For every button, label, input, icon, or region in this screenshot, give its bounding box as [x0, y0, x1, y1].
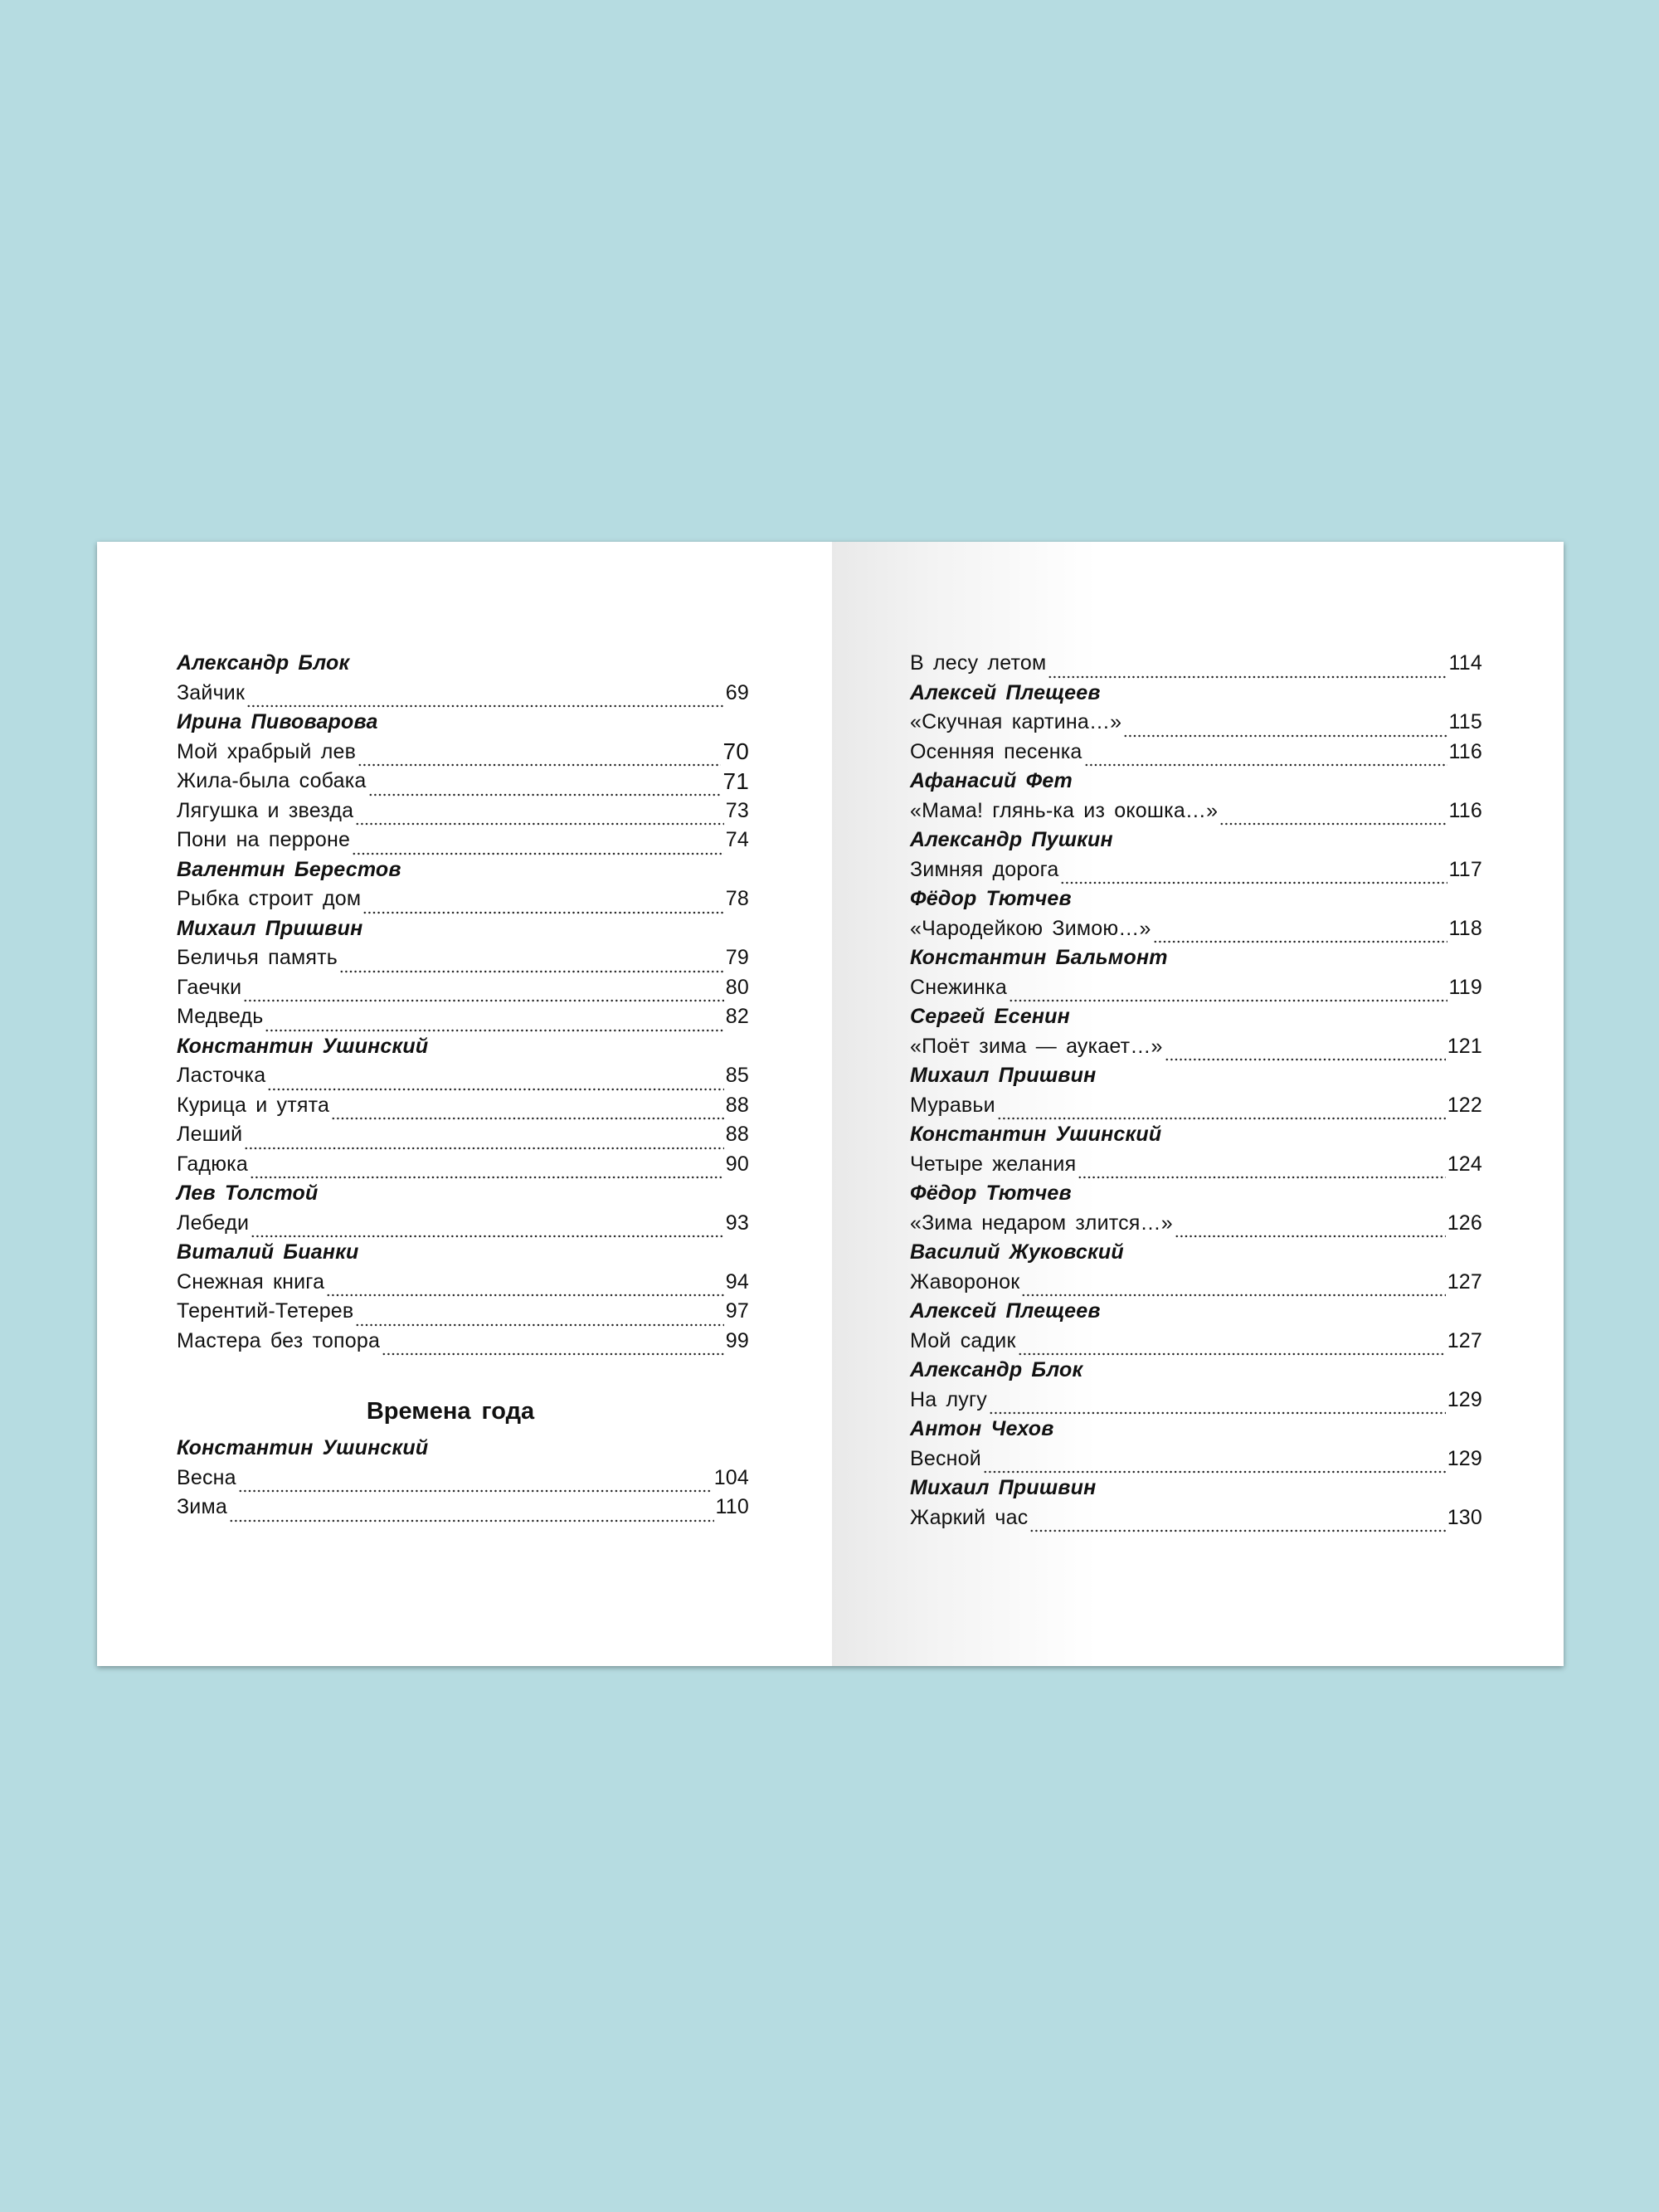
- dot-leader: [246, 698, 724, 708]
- toc-author-name: Алексей Плещеев: [910, 1299, 1101, 1323]
- toc-author-name: Константин Бальмонт: [910, 946, 1168, 970]
- toc-author-name: Василий Жуковский: [910, 1240, 1124, 1264]
- toc-entry: [177, 767, 749, 797]
- toc-entry: [910, 738, 1482, 767]
- right-page: [832, 542, 1564, 1666]
- toc-entry: [177, 1061, 749, 1091]
- toc-author-name: Ирина Пивоварова: [177, 710, 378, 734]
- toc-page-number: 122: [1447, 1093, 1482, 1117]
- dot-leader: [265, 1022, 723, 1032]
- toc-entry: [177, 1493, 749, 1523]
- toc-page-number: 99: [725, 1328, 749, 1352]
- toc-entry-title: Муравьи: [910, 1093, 995, 1117]
- dot-leader: [267, 1081, 723, 1091]
- toc-entry: [177, 884, 749, 914]
- toc-entry: [910, 1327, 1482, 1357]
- toc-entry: [910, 1268, 1482, 1298]
- toc-entry-title: Пони на перроне: [177, 828, 351, 852]
- dot-leader: [1048, 669, 1447, 679]
- dot-leader: [1153, 933, 1447, 943]
- toc-entry-title: Зимняя дорога: [910, 857, 1059, 881]
- toc-author-name: Антон Чехов: [910, 1417, 1054, 1441]
- toc-entry: [177, 1327, 749, 1357]
- dot-leader: [1078, 1169, 1445, 1179]
- toc-entry: [910, 973, 1482, 1003]
- dot-leader: [1029, 1523, 1445, 1532]
- toc-entry-title: Жаркий час: [910, 1505, 1029, 1529]
- toc-entry-title: Терентий-Тетерев: [177, 1299, 354, 1323]
- toc-page-number: 130: [1447, 1505, 1482, 1529]
- toc-author-name: Константин Ушинский: [177, 1436, 429, 1460]
- toc-author-name: Александр Пушкин: [910, 828, 1113, 852]
- toc-entry-title: Снежная книга: [177, 1269, 325, 1294]
- dot-leader: [1084, 757, 1447, 767]
- toc-entry-title: Весна: [177, 1465, 236, 1489]
- toc-entry-title: Рыбка строит дом: [177, 887, 362, 911]
- dot-leader: [243, 992, 724, 1002]
- toc-page-number: 127: [1447, 1328, 1482, 1352]
- dot-leader: [1021, 1287, 1445, 1297]
- toc-author-name: Александр Блок: [910, 1358, 1083, 1382]
- toc-page-number: 116: [1448, 798, 1482, 822]
- toc-entry-title: Мастера без топора: [177, 1328, 381, 1352]
- toc-entry-title: Ласточка: [177, 1064, 266, 1088]
- toc-author-name: Лев Толстой: [177, 1182, 319, 1206]
- dot-leader: [368, 787, 722, 797]
- toc-page-number: 85: [725, 1064, 749, 1088]
- toc-page-number: 69: [725, 680, 749, 704]
- toc-entry-title: Зайчик: [177, 680, 246, 704]
- toc-author-name: Александр Блок: [177, 651, 350, 675]
- toc-entry: [177, 1464, 749, 1493]
- toc-entry-title: Гаечки: [177, 975, 242, 999]
- toc-entry-title: Медведь: [177, 1005, 264, 1029]
- dot-leader: [362, 904, 723, 914]
- toc-page-number: 73: [725, 798, 749, 822]
- toc-page-number: 70: [722, 738, 749, 765]
- toc-page-number: 90: [725, 1152, 749, 1176]
- dot-leader: [355, 816, 723, 826]
- dot-leader: [989, 1405, 1446, 1415]
- toc-entry: [177, 973, 749, 1003]
- toc-page-number: 118: [1448, 916, 1482, 940]
- toc-entry: [910, 1091, 1482, 1121]
- toc-entry-title: Мой садик: [910, 1328, 1016, 1352]
- toc-entry-title: Осенняя песенка: [910, 739, 1082, 763]
- dot-leader: [1018, 1346, 1446, 1356]
- toc-entry: [177, 1120, 749, 1150]
- toc-entry: [910, 1150, 1482, 1180]
- toc-page-number: 126: [1447, 1211, 1482, 1235]
- toc-entry-title: «Чародейкою Зимою…»: [910, 916, 1151, 940]
- toc-page-number: 78: [725, 887, 749, 911]
- toc-entry-title: Лягушка и звезда: [177, 798, 354, 822]
- dot-leader: [355, 1317, 723, 1327]
- toc-author-name: Фёдор Тютчев: [910, 1182, 1072, 1206]
- toc-entry: [177, 1150, 749, 1180]
- toc-page-number: 115: [1448, 710, 1482, 734]
- toc-page-number: 121: [1447, 1034, 1482, 1058]
- toc-entry: [910, 649, 1482, 679]
- toc-page-number: 88: [725, 1123, 749, 1147]
- toc-page-number: 117: [1448, 857, 1482, 881]
- toc-page-number: 129: [1447, 1387, 1482, 1411]
- toc-page-number: 124: [1447, 1152, 1482, 1176]
- toc-entry: [910, 1386, 1482, 1415]
- toc-entry-title: Весной: [910, 1446, 981, 1470]
- toc-page-number: 71: [722, 767, 749, 794]
- toc-page-number: 97: [725, 1299, 749, 1323]
- toc-entry-title: В лесу летом: [910, 651, 1047, 675]
- toc-author-name: Алексей Плещеев: [910, 680, 1101, 704]
- toc-entry: [177, 1002, 749, 1032]
- toc-section-heading: Времена года: [366, 1398, 535, 1425]
- dot-leader: [1165, 1051, 1446, 1061]
- toc-entry-title: Гадюка: [177, 1152, 248, 1176]
- toc-entry-title: «Мама! глянь-ка из окошка…»: [910, 798, 1219, 822]
- dot-leader: [1009, 992, 1447, 1002]
- toc-author-name: Константин Ушинский: [910, 1123, 1162, 1147]
- dot-leader: [238, 1483, 713, 1493]
- toc-entry: [177, 738, 749, 767]
- toc-author-name: Михаил Пришвин: [177, 916, 363, 940]
- toc-page-number: 116: [1448, 739, 1482, 763]
- toc-entry: [177, 1209, 749, 1239]
- dot-leader: [1175, 1228, 1446, 1238]
- toc-entry: [910, 1445, 1482, 1474]
- toc-entry: [910, 1503, 1482, 1533]
- toc-entry: [910, 1209, 1482, 1239]
- toc-page-number: 79: [725, 946, 749, 970]
- toc-entry-title: Леший: [177, 1123, 243, 1147]
- toc-page-number: 82: [725, 1005, 749, 1029]
- dot-leader: [244, 1140, 723, 1150]
- dot-leader: [331, 1110, 724, 1120]
- dot-leader: [382, 1346, 724, 1356]
- toc-entry-title: Жаворонок: [910, 1269, 1020, 1294]
- toc-author-name: Михаил Пришвин: [910, 1064, 1097, 1088]
- toc-author-name: Афанасий Фет: [910, 769, 1073, 793]
- toc-entry: [177, 1091, 749, 1121]
- toc-entry-title: «Зима недаром злится…»: [910, 1211, 1173, 1235]
- toc-author-name: Константин Ушинский: [177, 1034, 429, 1058]
- toc-entry: [177, 826, 749, 855]
- toc-entry-title: Лебеди: [177, 1211, 250, 1235]
- toc-author-name: Михаил Пришвин: [910, 1476, 1097, 1500]
- toc-page-number: 119: [1448, 975, 1482, 999]
- toc-author-name: Сергей Есенин: [910, 1005, 1070, 1029]
- toc-page-number: 104: [713, 1465, 749, 1489]
- toc-page-number: 93: [725, 1211, 749, 1235]
- toc-entry-title: На лугу: [910, 1387, 988, 1411]
- dot-leader: [251, 1228, 724, 1238]
- toc-entry: [910, 855, 1482, 885]
- toc-page-number: 114: [1448, 651, 1482, 675]
- toc-page-number: 88: [725, 1093, 749, 1117]
- toc-page-number: 74: [725, 828, 749, 852]
- toc-page-number: 110: [715, 1495, 749, 1519]
- dot-leader: [352, 845, 724, 855]
- toc-author-name: Фёдор Тютчев: [910, 887, 1072, 911]
- dot-leader: [1123, 728, 1447, 738]
- toc-author-name: Валентин Берестов: [177, 857, 401, 881]
- left-page: [97, 542, 832, 1666]
- toc-entry: [910, 797, 1482, 826]
- dot-leader: [1060, 875, 1447, 884]
- toc-entry: [177, 1268, 749, 1298]
- toc-page-number: 94: [725, 1269, 749, 1294]
- toc-entry-title: «Скучная картина…»: [910, 710, 1122, 734]
- toc-page-number: 127: [1447, 1269, 1482, 1294]
- toc-entry: [177, 943, 749, 973]
- toc-entry-title: Курица и утята: [177, 1093, 330, 1117]
- toc-author-name: Виталий Бианки: [177, 1240, 359, 1264]
- dot-leader: [250, 1169, 724, 1179]
- toc-entry-title: «Поёт зима — аукает…»: [910, 1034, 1163, 1058]
- toc-entry: [910, 1032, 1482, 1062]
- dot-leader: [997, 1110, 1446, 1120]
- dot-leader: [1219, 816, 1447, 826]
- toc-entry-title: Четыре желания: [910, 1152, 1077, 1176]
- toc-entry: [177, 1297, 749, 1327]
- toc-entry-title: Жила-была собака: [177, 769, 367, 793]
- toc-entry: [177, 679, 749, 709]
- right-toc-column: [910, 649, 1482, 1532]
- toc-entry: [910, 708, 1482, 738]
- toc-page-number: 129: [1447, 1446, 1482, 1470]
- toc-entry-title: Снежинка: [910, 975, 1007, 999]
- dot-leader: [326, 1287, 724, 1297]
- toc-entry: [910, 914, 1482, 944]
- dot-leader: [339, 963, 724, 973]
- toc-entry-title: Беличья память: [177, 946, 338, 970]
- dot-leader: [229, 1513, 714, 1523]
- left-toc-column: [177, 649, 749, 1523]
- toc-entry: [177, 797, 749, 826]
- toc-entry-title: Зима: [177, 1495, 227, 1519]
- toc-page-number: 80: [725, 975, 749, 999]
- dot-leader: [358, 757, 721, 767]
- open-book-spread: [97, 542, 1564, 1666]
- dot-leader: [983, 1464, 1446, 1474]
- toc-entry-title: Мой храбрый лев: [177, 739, 357, 763]
